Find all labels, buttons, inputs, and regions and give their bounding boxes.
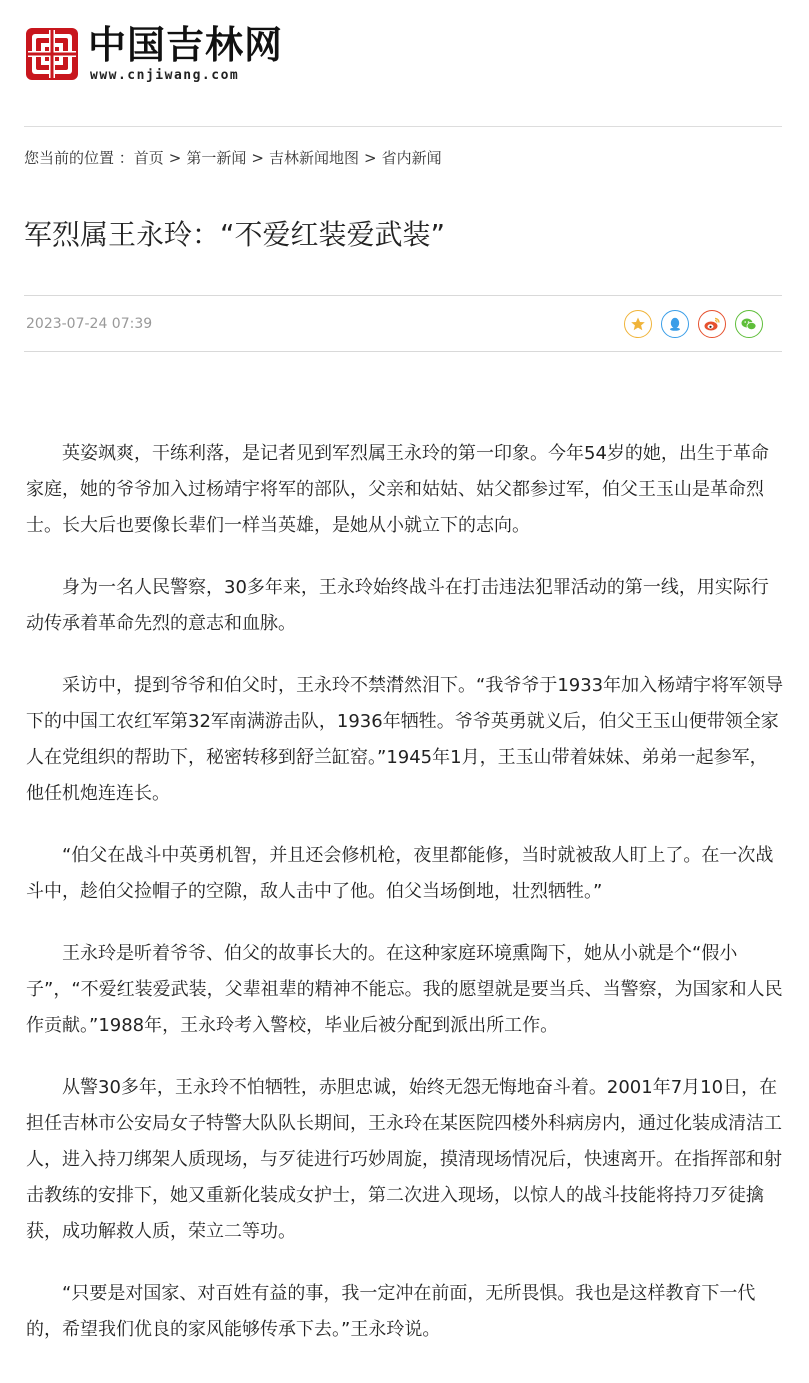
share-qq-button[interactable] bbox=[661, 310, 689, 338]
breadcrumb-item-provincial-news[interactable]: 省内新闻 bbox=[381, 149, 442, 167]
article-paragraph: 从警30多年，王永玲不怕牺牲，赤胆忠诚，始终无怨无悔地奋斗着。2001年7月10日，在担任吉林市公安局女子特警大队队长期间，王永玲在某医院四楼外科病房内，通过化装成清洁工人，进入持刀绑架人质现场，与歹徒进行巧妙周旋，摸清现场情况后，快速离开。在指挥部和射击教练的安排下，她又重新化装成女护士，第二次进入现场，以惊人的战斗技能将持刀歹徒擒获，成功解救人质，荣立二等功。 bbox=[26, 1077, 782, 1242]
site-name: 中国吉林网 bbox=[88, 22, 284, 67]
star-icon bbox=[630, 316, 646, 332]
site-logo-icon bbox=[24, 26, 80, 82]
site-url: www.cnjiwang.com bbox=[90, 68, 240, 83]
breadcrumb-item-jilin-news-map[interactable]: 吉林新闻地图 bbox=[268, 149, 359, 167]
share-wechat-button[interactable] bbox=[735, 310, 763, 338]
header-divider bbox=[24, 126, 782, 127]
breadcrumb bbox=[24, 146, 442, 170]
breadcrumb-item-home[interactable]: 首页 bbox=[133, 149, 164, 167]
breadcrumb-separator: > bbox=[363, 149, 377, 167]
article-paragraph: 王永玲是听着爷爷、伯父的故事长大的。在这种家庭环境熏陶下，她从小就是个“假小子”，“不爱红装爱武装，父辈祖辈的精神不能忘。我的愿望就是要当兵、当警察，为国家和人民作贡献。”1988年，王永玲考入警校，毕业后被分配到派出所工作。 bbox=[26, 943, 783, 1036]
breadcrumb-prefix: 您当前的位置 ： bbox=[24, 149, 134, 167]
share-favorite-button[interactable] bbox=[624, 310, 652, 338]
publish-date: 2023-07-24 07:39 bbox=[26, 316, 153, 332]
breadcrumb-separator: > bbox=[168, 149, 182, 167]
breadcrumb-item-first-news[interactable]: 第一新闻 bbox=[186, 149, 247, 167]
article-paragraph: “伯父在战斗中英勇机智，并且还会修机枪，夜里都能修，当时就被敌人盯上了。在一次战斗中，趁伯父捡帽子的空隙，敌人击中了他。伯父当场倒地，壮烈牺牲。” bbox=[26, 845, 774, 902]
qq-penguin-icon bbox=[667, 316, 683, 332]
meta-divider-bottom bbox=[24, 351, 782, 352]
wechat-icon bbox=[740, 316, 758, 332]
article-body bbox=[26, 436, 784, 1374]
site-header bbox=[24, 22, 324, 92]
breadcrumb-separator: > bbox=[251, 149, 264, 167]
meta-divider-top bbox=[24, 295, 782, 296]
article-paragraph: 身为一名人民警察，30多年来，王永玲始终战斗在打击违法犯罪活动的第一线，用实际行动传承着革命先烈的意志和血脉。 bbox=[26, 577, 769, 634]
article-paragraph: “只要是对国家、对百姓有益的事，我一定冲在前面，无所畏惧。我也是这样教育下一代的，希望我们优良的家风能够传承下去。”王永玲说。 bbox=[26, 1283, 756, 1340]
article-paragraph: 英姿飒爽，干练利落，是记者见到军烈属王永玲的第一印象。今年54岁的她，出生于革命家庭，她的爷爷加入过杨靖宇将军的部队，父亲和姑姑、姑父都参过军，伯父王玉山是革命烈士。长大后也要像长辈们一样当英雄，是她从小就立下的志向。 bbox=[26, 443, 769, 536]
article-title: 军烈属王永玲：“不爱红装爱武装” bbox=[24, 218, 446, 251]
share-weibo-button[interactable] bbox=[698, 310, 726, 338]
weibo-icon bbox=[703, 316, 721, 332]
article-paragraph: 采访中，提到爷爷和伯父时，王永玲不禁潸然泪下。“我爷爷于1933年加入杨靖宇将军领导下的中国工农红军第32军南满游击队，1936年牺牲。爷爷英勇就义后，伯父王玉山便带领全家人在党组织的帮助下，秘密转移到舒兰缸窑。”1945年1月，王玉山带着妹妹、弟弟一起参军，他任机炮连连长。 bbox=[26, 675, 784, 804]
share-bar bbox=[624, 310, 763, 338]
